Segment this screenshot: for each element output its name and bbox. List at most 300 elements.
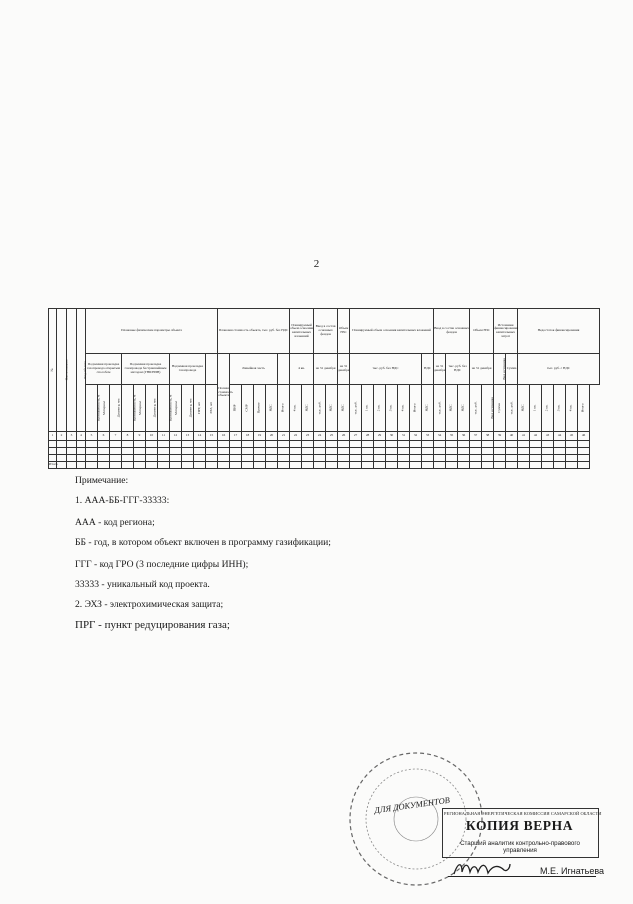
subheader-cell: Прочие: [254, 385, 266, 432]
table-cell: [350, 462, 362, 469]
note-7: ПРГ - пункт редуцирования газа;: [75, 619, 230, 631]
subheader-cell: НДС: [458, 385, 470, 432]
hdr-planned: Планируемый объем освоения капитальных вложений: [350, 309, 434, 354]
table-cell: [482, 448, 494, 455]
page-number: 2: [313, 258, 320, 270]
table-cell: [290, 455, 302, 462]
table-cell: [470, 455, 482, 462]
table-cell: [86, 462, 98, 469]
subheader-cell: НДС: [446, 385, 458, 432]
column-number: 28: [362, 432, 374, 441]
table-cell: [278, 448, 290, 455]
table-cell: [362, 448, 374, 455]
column-number: 30: [386, 432, 398, 441]
column-number: 10: [146, 432, 158, 441]
hdr-cost: Плановая стоимость объекта, тыс. руб. без НДС: [218, 309, 290, 354]
col-num: №: [49, 309, 57, 432]
table-cell: [49, 455, 57, 462]
table-cell: [77, 455, 86, 462]
table-cell: [134, 455, 146, 462]
subheader-cell: Диаметр, мм: [110, 385, 122, 432]
table-cell: [98, 455, 110, 462]
stamp-org: РЕГИОНАЛЬНАЯ ЭНЕРГЕТИЧЕСКАЯ КОМИССИЯ САМАРСКОЙ ОБЛАСТИ: [444, 811, 602, 816]
table-cell: [494, 455, 506, 462]
table-cell: [314, 448, 326, 455]
table-cell: [470, 448, 482, 455]
note-3: ББ - год, в котором объект включен в программу газификации;: [75, 537, 331, 548]
table-cell: [57, 455, 67, 462]
table-cell: [182, 441, 194, 448]
column-number: 14: [194, 432, 206, 441]
hdr-linear: Линейная часть: [230, 354, 278, 385]
column-number: 2: [57, 432, 67, 441]
table-cell: [110, 455, 122, 462]
table-cell: [446, 455, 458, 462]
table-cell: [254, 441, 266, 448]
table-cell: [254, 455, 266, 462]
column-number: 12: [170, 432, 182, 441]
table-cell: [542, 441, 554, 448]
subheader-cell: Материал: [134, 385, 146, 432]
table-cell: [326, 441, 338, 448]
stamp-position: Старший аналитик контрольно-правового управления: [460, 840, 580, 854]
table-cell: [374, 448, 386, 455]
table-cell: [314, 462, 326, 469]
table-cell: [422, 455, 434, 462]
table-cell: [67, 455, 77, 462]
hdr-dec31d: на 31 декабря: [470, 354, 494, 385]
table-cell: [290, 462, 302, 469]
table-cell: [338, 441, 350, 448]
subheader-cell: ПРГ, шт: [194, 385, 206, 432]
note-5: 33333 - уникальный код проекта.: [75, 579, 210, 590]
table-cell: [218, 441, 230, 448]
column-number: 34: [434, 432, 446, 441]
table-cell: [77, 441, 86, 448]
table-cell: [122, 462, 134, 469]
column-number: 36: [458, 432, 470, 441]
column-number: 23: [302, 432, 314, 441]
table-cell: [446, 441, 458, 448]
table-cell: [566, 441, 578, 448]
hdr-pipeline2: Подземная прокладка газопровода бестраншейным методом (ГНБ/НПВ): [122, 354, 170, 385]
table-cell: [242, 462, 254, 469]
hdr-blank1: [206, 354, 218, 385]
subheader-cell: 2 кв.: [542, 385, 554, 432]
table-cell: [494, 462, 506, 469]
plan-table: [48, 308, 600, 467]
column-number: 3: [67, 432, 77, 441]
hdr-sum: Сумма: [506, 354, 518, 385]
table-cell: [206, 455, 218, 462]
subheader-cell: ПИР: [230, 385, 242, 432]
subheader-cell: НДС: [422, 385, 434, 432]
table-cell: [67, 441, 77, 448]
hdr-dec31b: на 31 декабря: [338, 354, 350, 385]
table-cell: [482, 441, 494, 448]
hdr-full: Полная стоимость объекта: [218, 354, 230, 432]
stamp-name: М.Е. Игнатьева: [540, 866, 605, 876]
plan-table-grid: [48, 308, 600, 469]
table-cell: [542, 455, 554, 462]
table-cell: [206, 462, 218, 469]
table-cell: [146, 455, 158, 462]
table-cell: [410, 455, 422, 462]
table-cell: [57, 462, 67, 469]
table-cell: [290, 441, 302, 448]
subheader-cell: тыс. руб.: [434, 385, 446, 432]
hdr-source-type: Вид источника: [494, 354, 506, 385]
table-cell: [278, 462, 290, 469]
table-cell: [194, 441, 206, 448]
table-cell: [458, 448, 470, 455]
table-cell: [554, 448, 566, 455]
table-cell: [398, 448, 410, 455]
signature-line: [448, 876, 596, 877]
column-number: 41: [518, 432, 530, 441]
column-number: 42: [530, 432, 542, 441]
subheader-cell: 1 кв.: [530, 385, 542, 432]
table-cell: [530, 448, 542, 455]
column-number: 15: [206, 432, 218, 441]
table-cell: [578, 441, 590, 448]
column-number: 6: [98, 432, 110, 441]
table-cell: [122, 455, 134, 462]
table-cell: [302, 462, 314, 469]
subheader-cell: Материал: [170, 385, 182, 432]
table-cell: [278, 441, 290, 448]
subheader-cell: ЭХЗ, шт: [206, 385, 218, 432]
hdr-above: Надземная прокладка газопровода: [170, 354, 206, 385]
table-cell: [494, 448, 506, 455]
table-cell: [422, 462, 434, 469]
table-cell: [530, 462, 542, 469]
column-number: 43: [542, 432, 554, 441]
table-cell: [146, 448, 158, 455]
table-cell: [194, 448, 206, 455]
table-cell: [182, 455, 194, 462]
table-cell: [122, 441, 134, 448]
column-number: 21: [278, 432, 290, 441]
table-cell: [242, 448, 254, 455]
table-cell: [494, 441, 506, 448]
table-cell: [158, 448, 170, 455]
table-cell: [506, 455, 518, 462]
hdr-trub3: тыс. руб. с НДС: [518, 354, 600, 385]
table-cell: [266, 455, 278, 462]
table-cell: [482, 462, 494, 469]
total-label: Итого: [49, 462, 57, 469]
table-cell: [578, 455, 590, 462]
table-cell: [134, 462, 146, 469]
subheader-cell: Сумма: [494, 385, 506, 432]
table-cell: [218, 448, 230, 455]
column-number: 24: [314, 432, 326, 441]
table-cell: [170, 462, 182, 469]
column-number: 25: [326, 432, 338, 441]
column-number: 37: [470, 432, 482, 441]
table-cell: [314, 441, 326, 448]
table-cell: [158, 441, 170, 448]
table-cell: [110, 441, 122, 448]
table-cell: [146, 441, 158, 448]
table-cell: [326, 462, 338, 469]
table-cell: [554, 462, 566, 469]
column-number: 5: [86, 432, 98, 441]
subheader-cell: 4 кв.: [290, 385, 302, 432]
table-cell: [302, 448, 314, 455]
hdr-sources: Источники финансирования капитальных затрат: [494, 309, 518, 354]
table-cell: [302, 441, 314, 448]
column-number: 38: [482, 432, 494, 441]
table-cell: [434, 448, 446, 455]
hdr-pipeline: Подземная прокладка газопровода открытым способом: [86, 354, 122, 385]
seal-doc-label: ДЛЯ ДОКУМЕНТОВ: [373, 794, 451, 816]
table-cell: [434, 455, 446, 462]
column-number: 16: [218, 432, 230, 441]
column-number: 17: [230, 432, 242, 441]
table-cell: [434, 462, 446, 469]
table-cell: [386, 448, 398, 455]
subheader-cell: Протяженность, м: [86, 385, 98, 432]
table-cell: [386, 455, 398, 462]
notes-title: Примечание:: [75, 475, 129, 486]
hdr-phys: Плановые физические параметры объекта: [86, 309, 218, 354]
table-cell: [458, 455, 470, 462]
column-number: 26: [338, 432, 350, 441]
column-number: 13: [182, 432, 194, 441]
table-cell: [566, 448, 578, 455]
hdr-dec31: на 31 декабря: [314, 354, 338, 385]
table-cell: [134, 441, 146, 448]
column-number: 22: [290, 432, 302, 441]
column-number: 33: [422, 432, 434, 441]
table-cell: [170, 441, 182, 448]
column-number: 44: [554, 432, 566, 441]
table-cell: [434, 441, 446, 448]
subheader-cell: 3 кв.: [386, 385, 398, 432]
table-cell: [67, 462, 77, 469]
table-cell: [386, 441, 398, 448]
table-cell: [254, 448, 266, 455]
table-cell: [350, 441, 362, 448]
column-number: 18: [242, 432, 254, 441]
table-cell: [290, 448, 302, 455]
table-cell: [362, 441, 374, 448]
table-cell: [458, 441, 470, 448]
subheader-cell: Диаметр, мм: [146, 385, 158, 432]
subheader-cell: 2 кв.: [374, 385, 386, 432]
table-cell: [398, 462, 410, 469]
table-cell: [194, 462, 206, 469]
table-cell: [506, 441, 518, 448]
table-cell: [338, 462, 350, 469]
table-cell: [518, 455, 530, 462]
hdr-ns: Объем НЗС: [338, 309, 350, 354]
table-cell: [554, 455, 566, 462]
column-number: 9: [134, 432, 146, 441]
column-number: 32: [410, 432, 422, 441]
hdr-input: Ввод в состав основных фондов: [314, 309, 338, 354]
table-cell: [302, 455, 314, 462]
table-cell: [67, 448, 77, 455]
column-number: 11: [158, 432, 170, 441]
table-cell: [374, 441, 386, 448]
subheader-cell: Итого: [410, 385, 422, 432]
column-number: 20: [266, 432, 278, 441]
subheader-cell: НДС: [338, 385, 350, 432]
table-cell: [110, 462, 122, 469]
table-cell: [578, 462, 590, 469]
table-cell: [362, 462, 374, 469]
table-cell: [446, 448, 458, 455]
subheader-cell: тыс. руб.: [506, 385, 518, 432]
table-cell: [338, 448, 350, 455]
table-cell: [326, 455, 338, 462]
table-cell: [518, 448, 530, 455]
hdr-financing: Недостаток финансирования: [518, 309, 600, 354]
column-number: 4: [77, 432, 86, 441]
table-cell: [530, 455, 542, 462]
table-cell: [470, 462, 482, 469]
table-cell: [170, 455, 182, 462]
table-cell: [398, 441, 410, 448]
table-cell: [266, 441, 278, 448]
column-number: 1: [49, 432, 57, 441]
note-6: 2. ЭХЗ - электрохимическая защита;: [75, 599, 224, 610]
table-cell: [182, 462, 194, 469]
table-cell: [242, 441, 254, 448]
table-cell: [422, 441, 434, 448]
table-cell: [206, 448, 218, 455]
table-cell: [98, 441, 110, 448]
table-cell: [482, 455, 494, 462]
table-cell: [398, 455, 410, 462]
table-cell: [218, 462, 230, 469]
table-cell: [410, 441, 422, 448]
hdr-overall: Планируемый объем освоения капитальных вложений: [290, 309, 314, 354]
column-number: 31: [398, 432, 410, 441]
table-cell: [410, 462, 422, 469]
subheader-cell: Протяженность, м: [158, 385, 170, 432]
table-cell: [422, 448, 434, 455]
table-cell: [122, 448, 134, 455]
table-cell: [350, 448, 362, 455]
table-cell: [566, 455, 578, 462]
subheader-cell: 4 кв.: [398, 385, 410, 432]
table-cell: [374, 462, 386, 469]
table-cell: [458, 462, 470, 469]
table-cell: [530, 441, 542, 448]
hdr-blank2: [278, 354, 290, 385]
subheader-cell: 1 кв.: [362, 385, 374, 432]
col-code: Код объекта: [77, 309, 86, 432]
table-cell: [362, 455, 374, 462]
table-cell: [266, 462, 278, 469]
table-cell: [314, 455, 326, 462]
table-cell: [266, 448, 278, 455]
table-cell: [542, 462, 554, 469]
column-number: 19: [254, 432, 266, 441]
column-number: 35: [446, 432, 458, 441]
table-cell: [194, 455, 206, 462]
table-cell: [134, 448, 146, 455]
table-cell: [206, 441, 218, 448]
hdr-trub: тыс. руб. без НДС: [350, 354, 422, 385]
note-4: ГГГ - код ГРО (3 последние цифры ИНН);: [75, 559, 249, 570]
table-cell: [386, 462, 398, 469]
column-number: 39: [494, 432, 506, 441]
table-cell: [182, 448, 194, 455]
column-number: 29: [374, 432, 386, 441]
table-cell: [326, 448, 338, 455]
column-number: 40: [506, 432, 518, 441]
table-cell: [506, 462, 518, 469]
table-cell: [566, 462, 578, 469]
table-cell: [146, 462, 158, 469]
table-cell: [350, 455, 362, 462]
subheader-cell: тыс. руб.: [350, 385, 362, 432]
table-cell: [98, 462, 110, 469]
subheader-cell: тыс. руб.: [470, 385, 482, 432]
subheader-cell: Итого: [278, 385, 290, 432]
table-cell: [518, 441, 530, 448]
table-cell: [254, 462, 266, 469]
subheader-cell: Вид источника: [482, 385, 494, 432]
column-number: 45: [566, 432, 578, 441]
table-cell: [110, 448, 122, 455]
table-cell: [242, 455, 254, 462]
table-cell: [554, 441, 566, 448]
hdr-dec31c: на 31 декабря: [434, 354, 446, 385]
column-number: 8: [122, 432, 134, 441]
table-cell: [230, 448, 242, 455]
hdr-trub2: тыс. руб. без НДС: [446, 354, 470, 385]
table-cell: [410, 448, 422, 455]
table-cell: [338, 455, 350, 462]
table-cell: [49, 441, 57, 448]
subheader-cell: тыс. руб.: [314, 385, 326, 432]
subheader-cell: НДС: [518, 385, 530, 432]
note-1: 1. ААА-ББ-ГГГ-33333:: [75, 495, 170, 506]
table-cell: [86, 448, 98, 455]
hdr-input2: Ввод в состав основных фондов: [434, 309, 470, 354]
table-cell: [158, 462, 170, 469]
stamp-copy-title: КОПИЯ ВЕРНА: [465, 818, 574, 833]
subheader-cell: Итого: [578, 385, 590, 432]
column-number: 46: [578, 432, 590, 441]
table-cell: [77, 462, 86, 469]
table-cell: [278, 455, 290, 462]
table-cell: [57, 448, 67, 455]
table-cell: [230, 462, 242, 469]
table-cell: [506, 448, 518, 455]
subheader-cell: НДС: [266, 385, 278, 432]
table-cell: [170, 448, 182, 455]
subheader-cell: Диаметр, мм: [182, 385, 194, 432]
table-cell: [98, 448, 110, 455]
column-number: 27: [350, 432, 362, 441]
subheader-cell: СМР: [242, 385, 254, 432]
col-name: Наименование: [57, 309, 67, 432]
table-cell: [57, 441, 67, 448]
subheader-cell: НДС: [326, 385, 338, 432]
table-cell: [49, 448, 57, 455]
subheader-cell: Протяженность, м: [122, 385, 134, 432]
table-cell: [230, 455, 242, 462]
table-cell: [230, 441, 242, 448]
table-cell: [518, 462, 530, 469]
